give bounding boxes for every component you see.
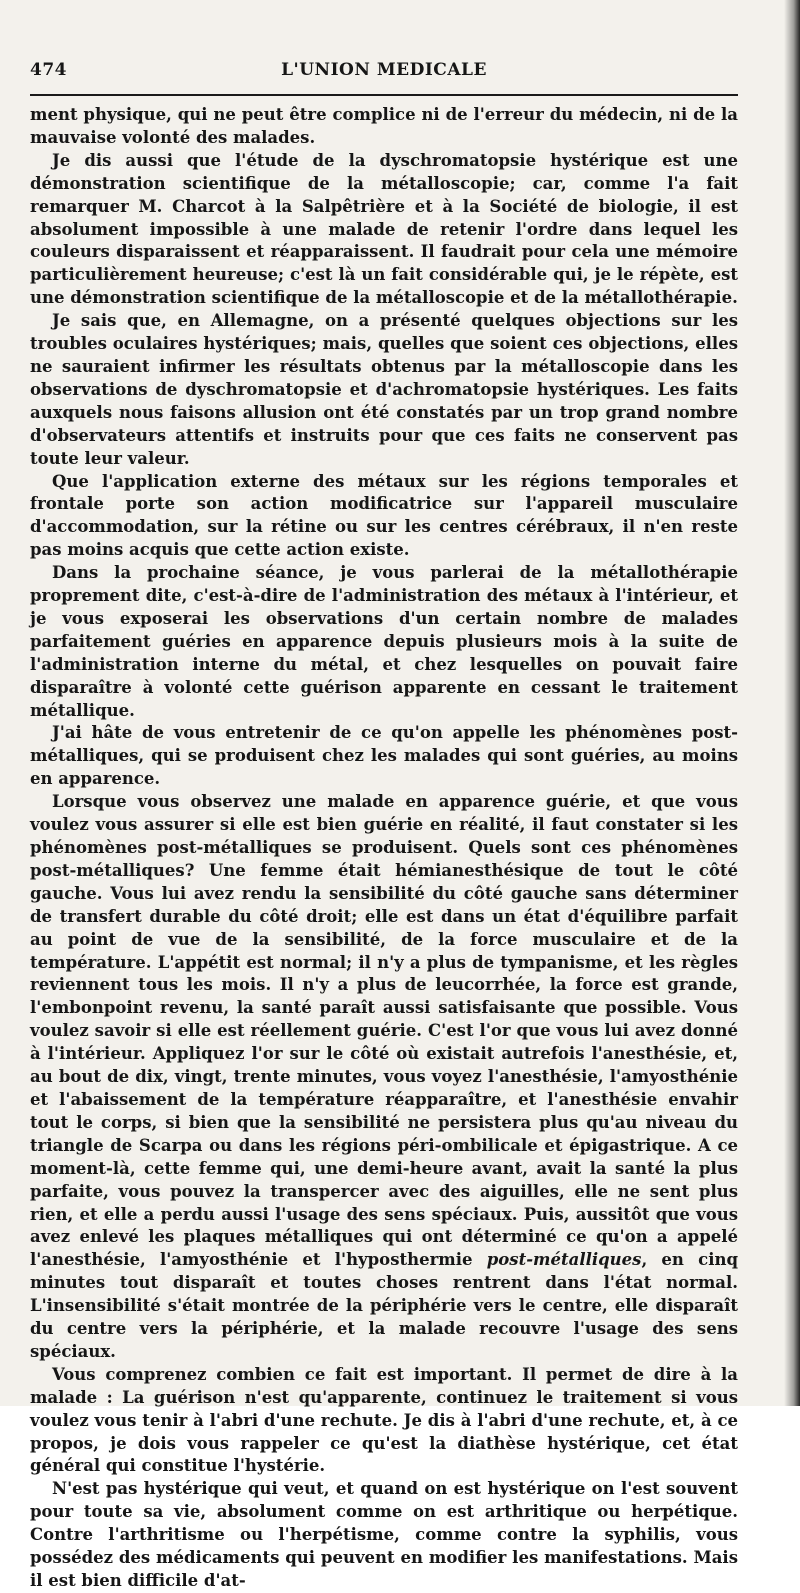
paragraph-6: J'ai hâte de vous entretenir de ce qu'on appelle les phénomènes post-métalliques, qui se produisent chez les malades qui sont guéries, au moins en apparence. xyxy=(30,723,738,789)
paragraph-4: Que l'application externe des métaux sur les régions temporales et frontale porte son action modificatrice sur l'appareil musculaire d'accommodation, sur la rétine ou sur les centres cérébraux, il n'en reste pas moins acquis que cette action existe. xyxy=(30,471,738,560)
page-edge-shadow xyxy=(784,0,800,1406)
paragraph-7-text: Lorsque vous observez une malade en apparence guérie, et que vous voulez vous assurer si elle est bien guérie en réalité, il faut constater si les phénomènes post-métalliques se produisent. Quels sont ces phénomènes post-métalliques? Une femme était hémianesthésique de tout le côté gauche. Vous lui avez rendu la sensibilité du côté gauche sans déterminer de transfert durable du côté droit; elle est dans un état d'équilibre parfait au point de vue de la sensibilité, de la force musculaire et de la température. L'appétit est normal; il n'y a plus de tympanisme, et les règles reviennent tous les mois. Il n'y a plus de leucorrhée, la force est grande, l'embonpoint revenu, la santé paraît aussi satisfaisante que possible. Vous voulez savoir si elle est réellement guérie. C'est l'or que vous lui avez donné à l'intérieur. Appliquez l'or sur le côté où existait autrefois l'anesthésie, et, au bout de dix, vingt, trente minutes, vous voyez l'anesthésie, l'amyosthénie et l'abaissement de la température réapparaître, et l'anesthésie envahir tout le corps, si bien que la sensibilité ne persistera plus qu'au niveau du triangle de Scarpa ou dans les régions péri-ombilicale et épigastrique. A ce moment-là, cette femme qui, une demi-heure avant, avait la santé la plus parfaite, vous pouvez la transpercer avec des aiguilles, elle ne sent plus rien, et elle a perdu aussi l'usage des sens spéciaux. Puis, aussitôt que vous avez enlevé les plaques métalliques qui ont déterminé ce qu'on a appelé l'anesthésie, l'amyosthénie et l'hyposthermie xyxy=(30,792,738,1270)
paragraph-8: Vous comprenez combien ce fait est important. Il permet de dire à la malade : La guérison n'est qu'apparente, continuez le traitement si vous voulez vous tenir à l'abri d'une rechute. Je dis à l'abri d'une rechute, et, à ce propos, je dois vous rappeler ce qu'est la diathèse hystérique, cet état général qui constitue l'hystérie. xyxy=(30,1364,738,1476)
paragraph-5: Dans la prochaine séance, je vous parlerai de la métallothérapie proprement dite, c'est-à-dire de l'administration des métaux à l'intérieur, et je vous exposerai les observations d'un certain nombre de malades parfaitement guéries en apparence depuis plusieurs mois à la suite de l'administration interne du métal, et chez lesquelles on pouvait faire disparaître à volonté cette guérison apparente en cessant le traitement métallique. xyxy=(30,563,738,720)
paragraph-3: Je sais que, en Allemagne, on a présenté quelques objections sur les troubles oculaires hystériques; mais, quelles que soient ces objections, elles ne sauraient infirmer les résultats obtenus par la métalloscopie dans les observations de dyschromatopsie et d'achromatopsie hystériques. Les faits auxquels nous faisons allusion ont été constatés par un trop grand nombre d'observateurs attentifs et instruits pour que ces faits ne conservent pas toute leur valeur. xyxy=(30,311,738,468)
paragraph-1: ment physique, qui ne peut être complice ni de l'erreur du médecin, ni de la mauvaise volonté des malades. xyxy=(30,105,738,147)
body-text xyxy=(30,104,738,1593)
header-rule xyxy=(30,94,738,96)
paragraph-9: N'est pas hystérique qui veut, et quand on est hystérique on l'est souvent pour toute sa vie, absolument comme on est arthritique ou herpétique. Contre l'arthritisme ou l'herpétisme, comme contre la syphilis, vous possédez des médicaments qui peuvent en modifier les manifestations. Mais il est bien difficile d'at- xyxy=(30,1479,738,1590)
paragraph-7-italic: post-métalliques xyxy=(486,1250,642,1270)
paragraph-2: Je dis aussi que l'étude de la dyschromatopsie hystérique est une démonstration scientifique de la métalloscopie; car, comme l'a fait remarquer M. Charcot à la Salpêtrière et à la Société de biologie, il est absolument impossible à une malade de retenir l'ordre dans lequel les couleurs disparaissent et réapparaissent. Il faudrait pour cela une mémoire particulièrement heureuse; c'est là un fait considérable qui, je le répète, est une démonstration scientifique de la métalloscopie et de la métallothérapie. xyxy=(30,150,738,308)
paragraph-7-text-after: , en cinq minutes tout disparaît et toutes choses rentrent dans l'état normal. L'insensibilité s'était montrée de la périphérie vers le centre, elle disparaît du centre vers la périphérie, et la malade recouvre l'usage des sens spéciaux. xyxy=(30,1250,738,1361)
paragraph-7 xyxy=(30,791,738,1364)
page-number: 474 xyxy=(30,60,67,80)
running-head xyxy=(30,60,738,86)
journal-title: L'UNION MEDICALE xyxy=(281,60,487,80)
